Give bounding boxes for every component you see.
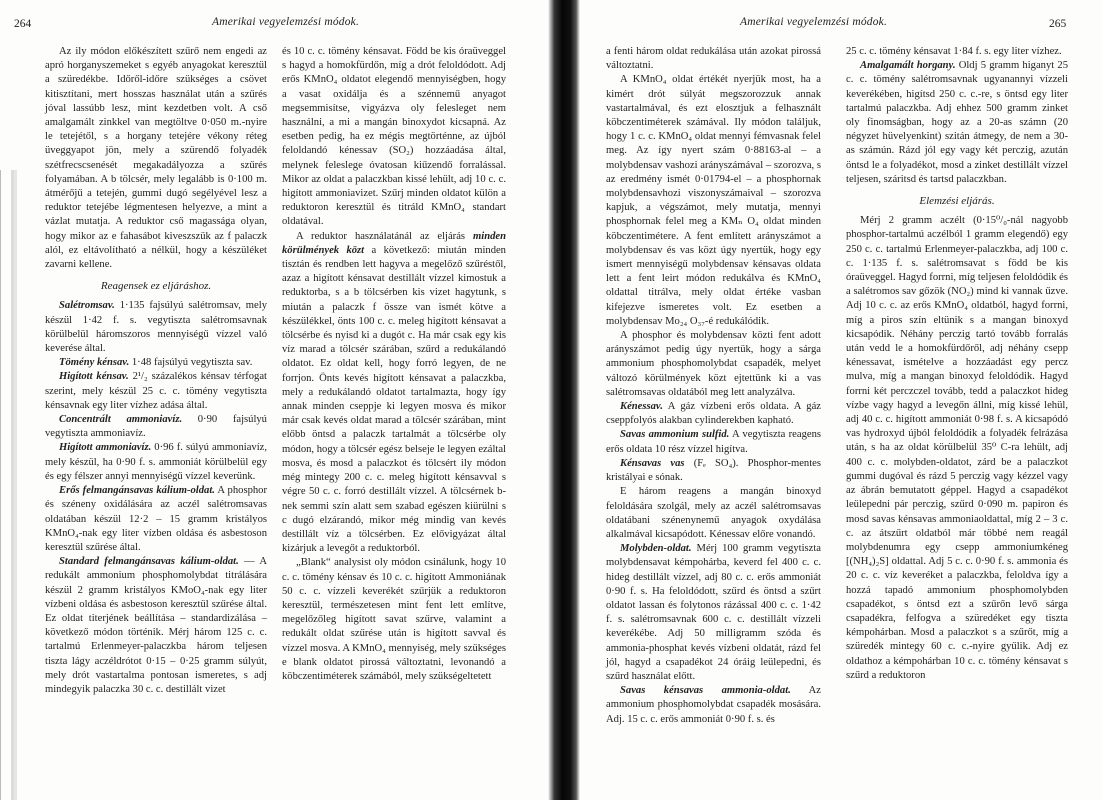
emphasis-text: minden körülmények közt	[282, 230, 506, 256]
page-edge-lines	[0, 170, 11, 800]
reagent-name: Erős felmangánsavas kálium-oldat.	[59, 485, 215, 497]
book-gutter	[548, 0, 580, 800]
reagent-text: 2¹/₂ százalékos kénsav térfogat szerint, mely készül 25 c. c. tömény vegytiszta kénsavnak egy liter vízhez adása által.	[45, 371, 267, 411]
reagent-entry	[606, 428, 821, 456]
reagent-text: Mérj 100 gramm vegytiszta molybdensavat kémpohárba, keverd fel 400 c. c. hideg destillált vízzel, adj 80 c. c. erős ammoniát 0·90 f. s. Ha feloldódott, szűrd és öntsd a szűrt oldatot lassan és folytonos rázással 400 c. c. 1·42 f. s. salétromsavnak 600 c. c. destillált vízzeli keverékébe. Adj 50 milligramm szóda és ammonia-phosphat kevés vízbeni oldatát, rázd fel jól, hagyd a csapadékot 24 óráig leülepedni, és szűrd használat előtt.	[606, 543, 821, 682]
reagent-text: 0·96 f. súlyú ammoniavíz, mely készül, ha 0·90 f. s. ammoniát körülbelül egy és egy félszer annyi mennyiségű vízzel keverünk.	[45, 442, 267, 482]
reagent-entry	[45, 441, 267, 484]
reagent-text: 1·48 fajsúlyú vegytiszta sav.	[129, 357, 253, 369]
reagent-name: Kénsavas vas	[620, 457, 685, 469]
paragraph: a fenti három oldat redukálása után azokat pirossá változtatni.	[606, 46, 821, 72]
reagent-name: Standard felmangánsavas kálium-oldat.	[59, 556, 239, 568]
reagent-text: 0·90 fajsúlyú vegytiszta ammoniavíz.	[45, 414, 267, 440]
running-head-left: Amerikai vegyelemzési módok.	[212, 16, 360, 28]
reagent-name: Savas ammonium sulfid.	[620, 429, 730, 441]
reagent-text: 1·135 fajsúlyú salétromsav, mely készül 1·42 f. s. vegytiszta salétromsavnak körülbelül háromszoros mennyiségű vízzel való keverése által.	[45, 300, 267, 355]
reagent-entry	[606, 457, 821, 485]
paragraph: „Blank“ analysist oly módon csinálunk, hogy 10 c. c. tömény kénsav és 10 c. c. higított Ammoniának 50 c. c. vízzeli keverékét szűrjük a reduktoron keresztül, természetesen mint fent lett említve, megelőzőleg higított savat szűrve, valamint a redukált oldat szűrése után is higított savval és vízzel mosva. A KMnO₄ mennyiség, mely szükséges e blank oldatot pirossá változtatni, levonandó a köbczentiméterek számából, mely szükségeltetett	[282, 557, 506, 682]
paragraph-text: a következő: miután minden tisztán és rendben lett hagyva a megelőző szűréstől, azaz a higított kénsavat destillált vízzel kimostuk a reduktorba, s a b tölcsérben kis vizet hagytunk, s miután a palaczk f össze van ismét kötve a készülékkel, önts 100 c. c. meleg higított kénsavat a tölcsérbe és nyisd ki a dugót c. Ha már csak egy kis víz marad a tölcsér szárában, szűrd a redukálandó oldatot. Ez oldat kell, hogy forró legyen, de ne forrjon. Önts kevés higított kénsavat a palaczkba, mely a redukálandó oldatot tartalmazta, hogy így annak minden cseppje ki legyen mosva és mikor már csak kevés oldat marad a tölcsér szárában, mint előbb öntsd a palaczk tartalmát a tölcsérbe oly módon, hogy a tölcsér egész belseje le legyen ezáltal mosva, és mosd a palaczkot és tölcsért ily módon még mintegy 200 c. c. meleg higított kénsavval s végre 50 c. c. forró destillált vízzel. A tölcsérnek b-nek semmi szín alatt sem szabad egészen kiürülni s c dugó elzárandó, mikor még mindig van kevés destillált víz a tölcsérben. Ez elővigyázat által kizárjuk a levegőt a reduktorból.	[282, 244, 506, 555]
reagent-entry	[45, 299, 267, 356]
reagent-text: A phosphor és széneny oxidálására az aczél salétromsavas oldatában készül 12·2 – 15 gramm kristályos KMnO₄-nak egy liter vízben oldása és asbestoson keresztül szűrése által.	[45, 485, 267, 553]
left-column-1	[45, 45, 267, 697]
reagent-entry	[606, 400, 821, 428]
reagent-text: A vegytiszta reagens erős oldata 10 rész vízzel higítva.	[606, 429, 821, 455]
reagent-text: A gáz vízbeni erős oldata. A gáz cseppfolyós alakban cylinderekben kapható.	[606, 401, 821, 427]
paragraph-text: A reduktor használatánál az eljárás	[296, 230, 474, 242]
reagent-entry	[846, 59, 1068, 187]
page-number-right: 265	[1049, 18, 1067, 30]
reagent-name: Amalgamált horgany.	[860, 60, 956, 72]
paragraph	[282, 230, 506, 557]
reagent-name: Higított ammoniavíz.	[59, 442, 152, 454]
reagent-text: Oldj 5 gramm higanyt 25 c. c. tömény salétromsavnak ugyanannyi vízzeli keverékében, higítsd 250 c. c.-re, s öntsd egy liter tartalmú palaczkba. Adj ehhez 500 gramm zinket oly finomságban, hogy az a 20-as számn (20 négyzet hüvelyenkint) szitán átmegy, de nem a 30-as számún. Rázd jól egy vagy két perczig, azután öntsd le a folyadékot, mosd a zinket destillált vízzel teljesen, száritsd és tartsd palaczkban.	[846, 60, 1068, 185]
section-heading: Reagensek ez eljáráshoz.	[100, 280, 212, 293]
reagent-text: Az ammonium phosphomolybdat csapadék mosására. Adj. 15 c. c. erős ammoniát 0·90 f. s. és	[606, 685, 822, 725]
left-column-2	[282, 45, 506, 684]
reagent-entry	[606, 684, 821, 727]
reagent-entry	[606, 542, 821, 684]
paragraph: E három reagens a mangán binoxyd feloldására szolgál, mely az aczél salétromsavas oldatábani szénenynemű anyagok oxydálása alkalmával kicsapódott. Kénessav előre vonandó.	[606, 486, 821, 540]
paragraph: Mérj 2 gramm aczélt (0·15⁰/₀-nál nagyobb phosphor-tartalmú aczélból 1 gramm elegendő) egy 250 c. c. tartalmú Erlenmeyer-palaczkba, adj 100 c. c. 1·135 f. s. salétromsavat s född be kis óraüveggel. Hagyd forrni, míg teljesen feloldódik és a salétromos sav gőzök (NO₂) mind ki vannak űzve. Adj 10 c. c. az erős KMnO₄ oldatból, hagyd forrni, míg a piros szín eltünik s a mangan binoxyd kicsapódik. Néhány perczig tartó tovább forralás után vedd le a homokfürdőről, adj néhány csepp kénessavat, ismételve a hozzáadást egy percz mulva, míg a mangan binoxyd feloldódik. Hagyd forrni két perczczel tovább, tedd a palaczkot hideg vízbe vagy hagyd a levegőn állni, míg kissé lehül, adj 40 c. c. higított ammoniát 0·98 f. s. A kicsapódó vas hydroxyd újból feloldódik a folyadék felrázása után, s ha az oldat körülbelül 35⁰ C-ra lehült, adj 400 c. c. molybden-oldatot, zárd be a palaczkot gummi dugóval és rázd 5 perczig vagy kézzel vagy az ábrán bemutatott géppel. Hagyd a csapadékot leülepedni pár perczig, szűrd 0·090 m. papiron és mosd savas kénsavas ammoniaoldattal, míg 2 – 3 c. c. az átszűrt oldatból már többé nem reagál molybdenumra egy csepp ammoniumkéneg [(NH₄)₂S] oldattal. Adj 5 c. c. 0·90 f. s. ammonia és 20 c. c. víz keveréket a palaczkba, feloldva így a hozzá tapadó ammonium phosphomolybden csapadékot, s öntsd ezt a szűrőn levő sárga csapadékra, felfogva a szüredéket egy tiszta kémpohárban. Mosd a palaczkot s a szűrőt, míg a szüredék mintegy 60 c. c.-nyire gyűlik. Adj ez oldathoz a kémpohárban 10 c. c. tömény kénsavat s szűrd a reduktoron	[846, 215, 1068, 681]
reagent-name: Tömény kénsav.	[59, 357, 130, 369]
reagent-name: Higított kénsav.	[59, 371, 129, 383]
paragraph: Az ily módon előkészített szűrő nem engedi az apró horganyszemeket s egyéb anyagokat keresztül a szüredékbe. Időről-időre szükséges a csövet kitisztítani, mert hosszas használat után a szűrés jóval lassúbb lesz, mint kezdetben volt. A cső amalgamált zinkkel van megtöltve 0·050 m.-nyire le tetejétől, s a horgany tetejére vékony réteg üveggyapot jön, mely a szürendő folyadék szétfrecscsenését megakadályozza a szűrés folyamában. A b tölcsér, mely legalább is 0·100 m. átmérőjű a tetején, gummi dugó segélyével lesz a reduktor tetejébe légmentesen helyezve, a mint a vázlat mutatja. A reduktor cső magassága olyan, hogy mikor az e fahasábot kiveszszük az f palaczk alól, ez eltávolítható a nélkül, hogy a készüléket zavarni kellene.	[45, 46, 267, 271]
reagent-name: Concentrált ammoniavíz.	[59, 414, 183, 426]
section-heading: Elemzési eljárás.	[919, 195, 995, 208]
paragraph: 25 c. c. tömény kénsavat 1·84 f. s. egy liter vízhez.	[846, 46, 1062, 57]
paragraph: A KMnO₄ oldat értékét nyerjük most, ha a kimért drót súlyát megszorozzuk annak vastartalmával, és ezt elosztjuk a felhasznált köbczentiméterek számával. Ily módon találjuk, hogy 1 c. c. KMnO₄ oldat mennyi fémvasnak felel meg. Az így nyert szám 0·88163-al – a molybdensav vashozi arányszámával – szorozva, s az eredmény ismét 0·01794-el – a phosphornak molybdensavhozi viszonyszámaival – szorozva kapjuk, a végszámot, mely mutatja, mennyi phosphornak felel meg a KMₙ O₄ oldat minden köbczentimétere. A fent említett arányszámot a molybdensav és vas közt úgy nyertük, hogy egy ismert mennyiségű molybdensav kénsavas oldata lett a fent leirt módon redukálva és KMnO₄ oldattal titrálva, mely oldat értéke vasban kifejezve ismeretes volt. Ez esetben a molybdensav Mo₂₄ O₃₇-é redukálódik.	[606, 74, 821, 327]
paragraph: A phosphor és molybdensav közti fent adott arányszámot pedig úgy nyertük, hogy a sárga ammonium phosphomolybdat csapadék, melyet változó körülmények közt ejtettünk ki a vas salétromsavas oldatából meg lett analyzálva.	[606, 330, 821, 398]
reagent-entry	[45, 484, 267, 555]
reagent-name: Savas kénsavas ammonia-oldat.	[620, 685, 791, 697]
reagent-name: Kénessav.	[620, 401, 663, 413]
reagent-text: — A redukált ammonium phosphomolybdat titrálására készül 2 gramm kristályos KMoO₄-nak egy liter vízbeni oldása és asbestoson keresztül szűrése által. Ez oldat titerjének beállítása – standardizálása – következő módon történik. Mérj három 125 c. c. tartalmú Erlenmeyer-palaczkba három teljesen tiszta lágy aczéldrótot 0·15 – 0·25 gramm súlyút, mely drót vastartalma pontosan ismeretes, s adj mindegyik palaczka 30 c. c. destillált vizet	[45, 556, 267, 695]
reagent-name: Salétromsav.	[59, 300, 115, 312]
reagent-text: (Fₑ SO₄). Phosphor-mentes kristályai e sónak.	[606, 457, 821, 484]
running-head-right: Amerikai vegyelemzési módok.	[740, 16, 888, 28]
page-number-left: 264	[14, 18, 32, 30]
reagent-entry	[45, 356, 267, 370]
reagent-entry	[45, 555, 267, 697]
reagent-name: Molybden-oldat.	[620, 543, 692, 555]
paragraph: és 10 c. c. tömény kénsavat. Född be kis óraüveggel s hagyd a homokfürdőn, míg a drót feloldódott. Adj erős KMnO₄ oldatot elegendő mennyiségben, hogy a vasat oxidálja és a szénnemű anyagot megsemmisítse, vigyázva oly felesleget nem használni, a mi a mangán binoxydot kicsapná. Az esetben pedig, ha ez mégis megtörténne, az újból feloldandó kénessav (SO₂) hozzáadása által, melynek feleslege óvatosan kiűzendő forralással. Mikor az oldat a palaczkban kissé lehült, adj 10 c. c. higított ammoniavizet. Szűrj minden oldatot külön a reduktoron keresztül és titráld KMnO₄ standart oldatával.	[282, 46, 506, 228]
right-page	[580, 0, 1102, 800]
left-page	[0, 0, 548, 800]
reagent-entry	[45, 370, 267, 413]
right-column-1	[606, 45, 821, 727]
reagent-entry	[45, 413, 267, 441]
right-column-2	[846, 45, 1068, 683]
